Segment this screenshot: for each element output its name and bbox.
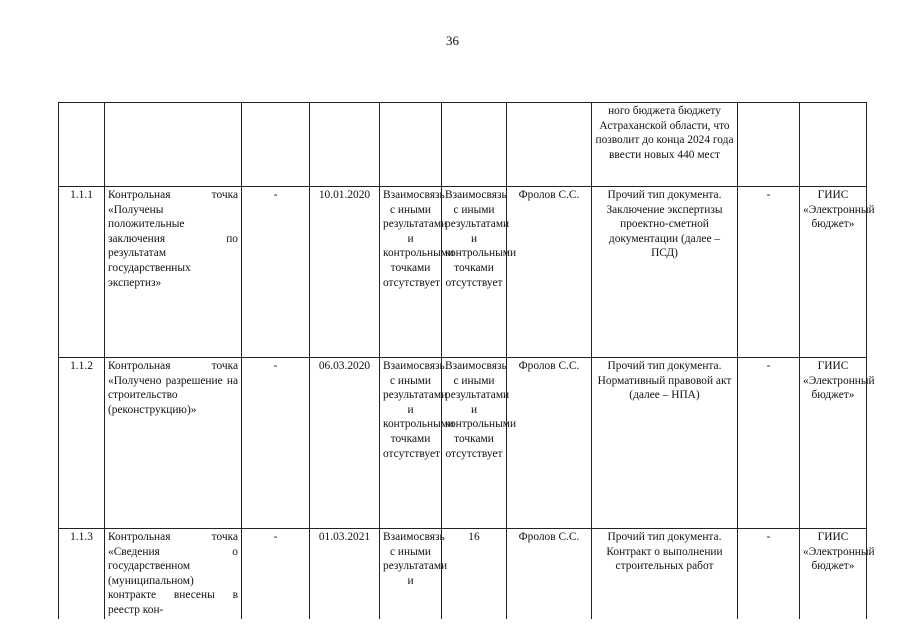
cell-number: 1.1.1 bbox=[59, 187, 105, 358]
cell-link-1: Взаимосвязь с иными результатами и bbox=[380, 529, 442, 619]
cell-date: 10.01.2020 bbox=[310, 187, 380, 358]
cell-empty bbox=[380, 103, 442, 187]
cell-system: ГИИС «Электронный бюджет» bbox=[800, 358, 867, 529]
cell-empty bbox=[242, 103, 310, 187]
cell-link-2: Взаимосвязь с иными результатами и контрольными точками отсутствует bbox=[442, 187, 507, 358]
cell-number: 1.1.3 bbox=[59, 529, 105, 619]
cell-responsible: Фролов С.С. bbox=[507, 358, 592, 529]
table-row bbox=[59, 187, 867, 358]
cell-document: Прочий тип документа. Контракт о выполнении строительных работ bbox=[592, 529, 738, 619]
cell-system: ГИИС «Электронный бюджет» bbox=[800, 529, 867, 619]
table-row bbox=[59, 358, 867, 529]
cell-responsible: Фролов С.С. bbox=[507, 529, 592, 619]
cell-prev-date: - bbox=[242, 358, 310, 529]
cell-empty bbox=[738, 103, 800, 187]
cell-name: Контрольная точка «Получены положительные заключения по результатам государственных экспертиз» bbox=[105, 187, 242, 358]
cell-empty bbox=[310, 103, 380, 187]
cell-date: 06.03.2020 bbox=[310, 358, 380, 529]
cell-document-continuation: ного бюджета бюджету Астраханской области, что позволит до конца 2024 года ввести новых 440 мест bbox=[592, 103, 738, 187]
cell-system: ГИИС «Электронный бюджет» bbox=[800, 187, 867, 358]
cell-date: 01.03.2021 bbox=[310, 529, 380, 619]
cell-level: - bbox=[738, 529, 800, 619]
cell-number: 1.1.2 bbox=[59, 358, 105, 529]
cell-responsible: Фролов С.С. bbox=[507, 187, 592, 358]
cell-link-1: Взаимосвязь с иными результатами и контрольными точками отсутствует bbox=[380, 187, 442, 358]
cell-empty bbox=[800, 103, 867, 187]
cell-link-2: 16 bbox=[442, 529, 507, 619]
cell-name: Контрольная точка «Получено разрешение на строительство (реконструкцию)» bbox=[105, 358, 242, 529]
cell-link-1: Взаимосвязь с иными результатами и контрольными точками отсутствует bbox=[380, 358, 442, 529]
table-row bbox=[59, 529, 867, 619]
cell-name: Контрольная точка «Сведения о государственном (муниципальном) контракте внесены в реестр кон- bbox=[105, 529, 242, 619]
cell-empty bbox=[105, 103, 242, 187]
cell-empty bbox=[507, 103, 592, 187]
control-points-table bbox=[58, 102, 875, 619]
cell-document: Прочий тип документа. Заключение экспертизы проектно-сметной документации (далее – ПСД) bbox=[592, 187, 738, 358]
cell-prev-date: - bbox=[242, 529, 310, 619]
cell-level: - bbox=[738, 358, 800, 529]
cell-prev-date: - bbox=[242, 187, 310, 358]
cell-empty bbox=[442, 103, 507, 187]
table-row-continuation bbox=[59, 103, 867, 187]
cell-document: Прочий тип документа. Нормативный правовой акт (далее – НПА) bbox=[592, 358, 738, 529]
cell-link-2: Взаимосвязь с иными результатами и контрольными точками отсутствует bbox=[442, 358, 507, 529]
cell-empty bbox=[59, 103, 105, 187]
cell-level: - bbox=[738, 187, 800, 358]
page-number: 36 bbox=[446, 33, 459, 48]
